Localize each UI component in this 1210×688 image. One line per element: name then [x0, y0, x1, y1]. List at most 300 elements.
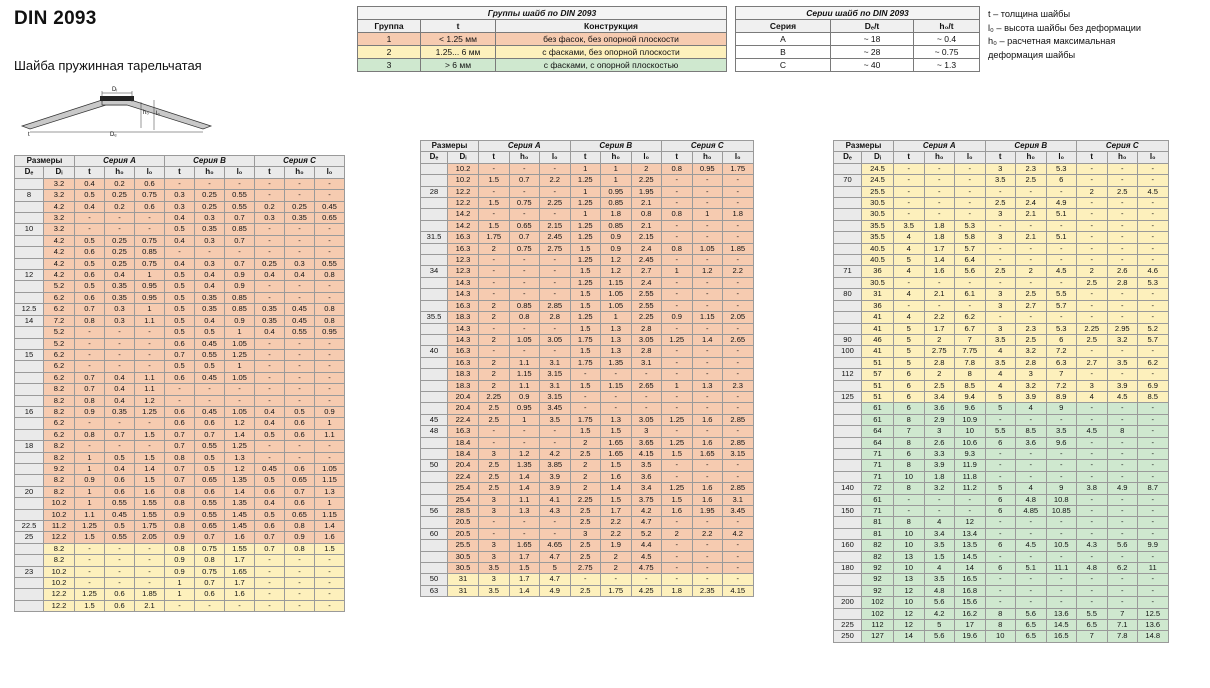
cell-value: 10 [894, 471, 925, 482]
cell-value: 1 [601, 312, 632, 323]
cell-value: - [1077, 346, 1108, 357]
cell-value: - [723, 551, 754, 562]
cell-value: - [692, 175, 723, 186]
cell-value: 5.7 [1046, 300, 1077, 311]
cell-value: 3.3 [924, 448, 955, 459]
cell-di: 16.3 [448, 300, 479, 311]
cell-value: 2.1 [631, 198, 662, 209]
cell-value: 2 [631, 163, 662, 174]
cell-value: 16.5 [955, 574, 986, 585]
cell-value: 1.1 [315, 429, 345, 440]
cell-value: 2.3 [1016, 163, 1047, 174]
cell-value: 1.65 [601, 437, 632, 448]
cell-value: 1.15 [315, 509, 345, 520]
cell-de: 8 [15, 190, 44, 201]
cell-value: - [894, 209, 925, 220]
cell-value: 6.1 [955, 289, 986, 300]
cell-value: 2.5 [570, 448, 601, 459]
cell-value: 0.5 [165, 281, 195, 292]
cell-di: 3.2 [44, 178, 75, 189]
cell-value: 5.2 [1138, 323, 1169, 334]
cell-value: 0.6 [285, 463, 315, 474]
cell-value: - [692, 198, 723, 209]
cell-value: 1.4 [601, 483, 632, 494]
cell-value: - [479, 346, 510, 357]
cell-value: 1.25 [75, 589, 105, 600]
series-table [735, 6, 980, 72]
cell-value: - [1016, 255, 1047, 266]
cell-value: - [285, 224, 315, 235]
cell-di: 18.4 [448, 448, 479, 459]
cell-value: - [509, 323, 540, 334]
table-row [15, 201, 345, 212]
cell-value: - [509, 528, 540, 539]
cell-value: 7 [894, 426, 925, 437]
cell-value: - [479, 277, 510, 288]
cell-value: - [285, 361, 315, 372]
legend [988, 8, 1203, 62]
cell-value: 1.7 [225, 578, 255, 589]
cell-value: 0.7 [165, 475, 195, 486]
cell-value: 1.7 [509, 551, 540, 562]
cell-value: 4 [894, 232, 925, 243]
cell-value: 1.4 [315, 521, 345, 532]
cell-value: - [662, 175, 693, 186]
cell-di: 4.2 [44, 247, 75, 258]
cell-value: - [1077, 175, 1108, 186]
table-row [834, 391, 1169, 402]
cell-value: - [75, 361, 105, 372]
cell-value: 0.5 [165, 361, 195, 372]
cell-value: - [985, 220, 1016, 231]
cell-value: 3.2 [1107, 334, 1138, 345]
cell-value: 1.65 [509, 540, 540, 551]
cell-value: 1.75 [570, 334, 601, 345]
table-row [834, 312, 1169, 323]
cell-value: - [540, 266, 571, 277]
cell-value: 2.5 [479, 460, 510, 471]
cell-value: - [1107, 175, 1138, 186]
header-l0: l₀ [1046, 152, 1077, 163]
cell-value: 2.05 [135, 532, 165, 543]
cell-di: 61 [862, 494, 894, 505]
cell-de [15, 178, 44, 189]
cell-de: 56 [421, 506, 448, 517]
cell-value: - [1138, 437, 1169, 448]
cell-value: 6.9 [1138, 380, 1169, 391]
table-row [15, 247, 345, 258]
cell-value: 0.4 [195, 281, 225, 292]
cell-value: 13.4 [955, 528, 986, 539]
cell-value: 5 [985, 403, 1016, 414]
table-row [421, 574, 754, 585]
cell-value: - [509, 277, 540, 288]
cell-value: - [894, 494, 925, 505]
cell-value: - [692, 357, 723, 368]
cell-value: 1.8 [924, 471, 955, 482]
cell-de: 180 [834, 563, 862, 574]
series-caption: Серии шайб по DIN 2093 [736, 7, 980, 20]
table-row [15, 475, 345, 486]
cell-di: 64 [862, 426, 894, 437]
cell-value: - [1138, 426, 1169, 437]
cell-di: 14.3 [448, 323, 479, 334]
cell-value: 0.7 [75, 384, 105, 395]
cell-de [421, 220, 448, 231]
cell-value: 0.5 [255, 509, 285, 520]
cell-value: - [1077, 460, 1108, 471]
cell-di: 20.5 [448, 517, 479, 528]
cell-value: 2 [570, 483, 601, 494]
cell-value: 0.9 [225, 270, 255, 281]
group-construction: без фасок, без опорной плоскости [496, 33, 727, 46]
table-row [15, 384, 345, 395]
cell-value: 0.6 [135, 201, 165, 212]
cell-value: - [285, 578, 315, 589]
cell-value: - [285, 190, 315, 201]
cell-value: - [1107, 574, 1138, 585]
cell-value: 5 [985, 391, 1016, 402]
cell-value: - [1138, 506, 1169, 517]
cell-value: 2.85 [723, 414, 754, 425]
cell-di: 127 [862, 631, 894, 642]
cell-value: 0.8 [165, 521, 195, 532]
cell-value: 0.55 [105, 532, 135, 543]
cell-value: 3.5 [985, 334, 1016, 345]
cell-value: 1.7 [924, 323, 955, 334]
cell-value: 1.4 [924, 255, 955, 266]
cell-value: - [479, 426, 510, 437]
cell-value: - [285, 441, 315, 452]
cell-value: 1.1 [135, 315, 165, 326]
cell-value: - [479, 528, 510, 539]
cell-value: 0.9 [601, 232, 632, 243]
cell-de [834, 494, 862, 505]
cell-value: 0.2 [255, 201, 285, 212]
cell-value: 1.2 [601, 255, 632, 266]
cell-di: 51 [862, 391, 894, 402]
cell-value: - [135, 361, 165, 372]
cell-value: - [315, 384, 345, 395]
table-row [834, 266, 1169, 277]
cell-value: - [1107, 506, 1138, 517]
cell-value: - [955, 209, 986, 220]
series-h0-t: ~ 0.4 [914, 33, 980, 46]
table-row [15, 235, 345, 246]
cell-value: 5.7 [1138, 334, 1169, 345]
cell-value: 6.3 [1046, 357, 1077, 368]
cell-value: 1.05 [601, 289, 632, 300]
cell-value: 0.4 [285, 270, 315, 281]
cell-di: 41 [862, 312, 894, 323]
cell-value: 6 [985, 506, 1016, 517]
cell-di: 72 [862, 483, 894, 494]
cell-value: 0.55 [225, 190, 255, 201]
cell-value: 0.45 [285, 304, 315, 315]
cell-value: 1.1 [135, 372, 165, 383]
cell-value: 1.2 [225, 463, 255, 474]
cell-value: 1.5 [570, 380, 601, 391]
cell-value: 0.4 [75, 178, 105, 189]
cell-value: - [985, 471, 1016, 482]
cell-value: - [1107, 471, 1138, 482]
cell-de [15, 555, 44, 566]
table-row [834, 608, 1169, 619]
cell-value: 5.3 [955, 220, 986, 231]
cell-value: 0.4 [75, 201, 105, 212]
cell-value: - [225, 600, 255, 611]
cell-value: 0.3 [195, 258, 225, 269]
cell-value: 1.35 [225, 498, 255, 509]
table-row [834, 437, 1169, 448]
cell-value: - [1138, 346, 1169, 357]
cell-value: - [985, 414, 1016, 425]
cell-value: 7 [1046, 369, 1077, 380]
cell-value: 1.9 [601, 540, 632, 551]
cell-value: 0.75 [135, 190, 165, 201]
cell-value: - [692, 277, 723, 288]
cell-value: 0.9 [75, 406, 105, 417]
header-t: t [985, 152, 1016, 163]
cell-value: 5 [894, 334, 925, 345]
cell-value: 2 [479, 380, 510, 391]
cell-value: 0.5 [75, 258, 105, 269]
cell-de: 112 [834, 369, 862, 380]
cell-value: - [662, 232, 693, 243]
cell-value: - [1107, 551, 1138, 562]
cell-value: - [315, 578, 345, 589]
table-row [15, 270, 345, 281]
cell-value: - [285, 384, 315, 395]
cell-value: 11.2 [955, 483, 986, 494]
cell-value: 0.7 [105, 429, 135, 440]
cell-value: - [723, 369, 754, 380]
group-number: 1 [358, 33, 421, 46]
cell-value: 0.6 [165, 406, 195, 417]
cell-value: - [662, 357, 693, 368]
cell-value: - [315, 600, 345, 611]
cell-value: - [894, 186, 925, 197]
cell-value: 4 [924, 563, 955, 574]
table-row [421, 346, 754, 357]
cell-value: - [255, 566, 285, 577]
cell-value: 2.8 [1107, 277, 1138, 288]
cell-value: 0.4 [105, 270, 135, 281]
cell-value: - [315, 281, 345, 292]
cell-value: 6.5 [1016, 631, 1047, 642]
table-row [358, 46, 727, 59]
cell-value: 1.15 [509, 369, 540, 380]
cell-value: - [509, 266, 540, 277]
cell-value: - [1107, 300, 1138, 311]
cell-value: 0.6 [195, 589, 225, 600]
header-series-c: Серия С [255, 156, 345, 167]
cell-value: 2 [1016, 266, 1047, 277]
header-de: Dₑ [421, 152, 448, 163]
cell-value: - [692, 426, 723, 437]
cell-di: 8.2 [44, 395, 75, 406]
cell-value: 0.8 [165, 498, 195, 509]
cell-di: 10.2 [44, 498, 75, 509]
cell-value: 10.9 [955, 414, 986, 425]
cell-value: - [540, 323, 571, 334]
cell-di: 4.2 [44, 258, 75, 269]
cell-value: 0.5 [165, 292, 195, 303]
cell-de [15, 292, 44, 303]
cell-value: 6.2 [1138, 357, 1169, 368]
cell-value: 0.5 [165, 315, 195, 326]
cell-di: 35.5 [862, 220, 894, 231]
cell-value: 1.75 [723, 163, 754, 174]
table-row [15, 498, 345, 509]
cell-de [15, 258, 44, 269]
cell-value: - [723, 574, 754, 585]
cell-value: - [1016, 551, 1047, 562]
cell-de [421, 323, 448, 334]
cell-value: 0.9 [75, 475, 105, 486]
table-row [421, 517, 754, 528]
cell-value: - [135, 338, 165, 349]
cell-value: 1.5 [570, 346, 601, 357]
cell-value: 1 [315, 498, 345, 509]
cell-value: 1.1 [135, 384, 165, 395]
cell-value: 0.45 [285, 315, 315, 326]
cell-value: 2.5 [479, 483, 510, 494]
cell-value: 0.4 [105, 372, 135, 383]
cell-value: 0.85 [225, 292, 255, 303]
cell-value: 7.2 [1046, 346, 1077, 357]
cell-value: 1.15 [315, 475, 345, 486]
cell-value: 10 [894, 528, 925, 539]
cell-value: - [509, 426, 540, 437]
cell-value: 3.1 [631, 357, 662, 368]
cell-di: 35.5 [862, 232, 894, 243]
cell-de [421, 369, 448, 380]
cell-value: 8.5 [1016, 426, 1047, 437]
cell-value: - [570, 403, 601, 414]
cell-value: - [105, 441, 135, 452]
legend-line: t – толщина шайбы [988, 9, 1071, 19]
cell-value: - [105, 213, 135, 224]
cell-value: 1.3 [509, 506, 540, 517]
cell-value: 1.6 [692, 414, 723, 425]
cell-value: - [692, 391, 723, 402]
cell-value: 0.75 [195, 543, 225, 554]
cell-de [834, 437, 862, 448]
cell-de [421, 334, 448, 345]
cell-value: 6.5 [1077, 620, 1108, 631]
cell-value: - [662, 289, 693, 300]
cell-value: 1.3 [225, 452, 255, 463]
cell-value: - [255, 247, 285, 258]
cell-value: 3.6 [631, 471, 662, 482]
drawing-label-l0: l₀ [156, 111, 160, 117]
cell-value: - [1107, 255, 1138, 266]
cell-value: 6.2 [955, 312, 986, 323]
cell-di: 41 [862, 323, 894, 334]
drawing-label-di: Dᵢ [112, 87, 118, 93]
cell-value: - [135, 224, 165, 235]
cell-value: 3 [985, 300, 1016, 311]
cell-value: 14 [894, 631, 925, 642]
cell-value: - [1077, 232, 1108, 243]
cell-value: 0.6 [105, 589, 135, 600]
group-construction: с фасками, с опорной плоскостью [496, 59, 727, 72]
cell-value: - [509, 186, 540, 197]
cell-value: 2.5 [570, 506, 601, 517]
cell-value: 0.5 [285, 406, 315, 417]
group-number: 2 [358, 46, 421, 59]
cell-value: - [315, 589, 345, 600]
cell-value: 1 [662, 266, 693, 277]
cell-di: 6.2 [44, 361, 75, 372]
cell-di: 6.2 [44, 292, 75, 303]
cell-value: 0.35 [105, 292, 135, 303]
cell-value: 10 [894, 597, 925, 608]
cell-value: 3.2 [1016, 380, 1047, 391]
cell-de [15, 463, 44, 474]
cell-value: 0.65 [285, 509, 315, 520]
table-row [834, 563, 1169, 574]
cell-value: - [285, 281, 315, 292]
cell-value: - [692, 574, 723, 585]
cell-value: 2.25 [631, 175, 662, 186]
cell-value: - [723, 563, 754, 574]
cell-value: 0.3 [255, 213, 285, 224]
cell-value: 11 [1138, 563, 1169, 574]
cell-di: 6.2 [44, 349, 75, 360]
cell-value: 1.25 [75, 521, 105, 532]
table-row [421, 551, 754, 562]
cell-value: 0.7 [225, 235, 255, 246]
cell-de [421, 163, 448, 174]
cell-value: 1.1 [509, 380, 540, 391]
table-row [15, 406, 345, 417]
cell-value: - [985, 460, 1016, 471]
cell-value: 1 [225, 361, 255, 372]
table-row [421, 426, 754, 437]
cell-value: - [662, 277, 693, 288]
cell-di: 16.3 [448, 357, 479, 368]
cell-value: 2 [1077, 266, 1108, 277]
cell-value: 0.5 [195, 452, 225, 463]
cell-value: - [662, 574, 693, 585]
cell-value: 0.25 [255, 258, 285, 269]
cell-de [834, 312, 862, 323]
table-row [421, 471, 754, 482]
cell-di: 36 [862, 266, 894, 277]
cell-value: - [1077, 494, 1108, 505]
cell-de [421, 448, 448, 459]
cell-di: 57 [862, 369, 894, 380]
cell-di: 25.5 [862, 186, 894, 197]
cell-de: 16 [15, 406, 44, 417]
cell-value: - [1138, 528, 1169, 539]
cell-value: 0.3 [105, 304, 135, 315]
cell-di: 4.2 [44, 201, 75, 212]
cell-value: - [195, 395, 225, 406]
header-t: t [1077, 152, 1108, 163]
cell-value: 9.6 [955, 403, 986, 414]
table-row [834, 186, 1169, 197]
cell-di: 51 [862, 380, 894, 391]
cell-value: - [723, 346, 754, 357]
table-row [15, 224, 345, 235]
legend-line: h₀ – расчетная максимальная [988, 36, 1116, 46]
cell-value: 8.7 [1138, 483, 1169, 494]
cell-value: 2.5 [1107, 186, 1138, 197]
cell-value: 0.45 [195, 372, 225, 383]
